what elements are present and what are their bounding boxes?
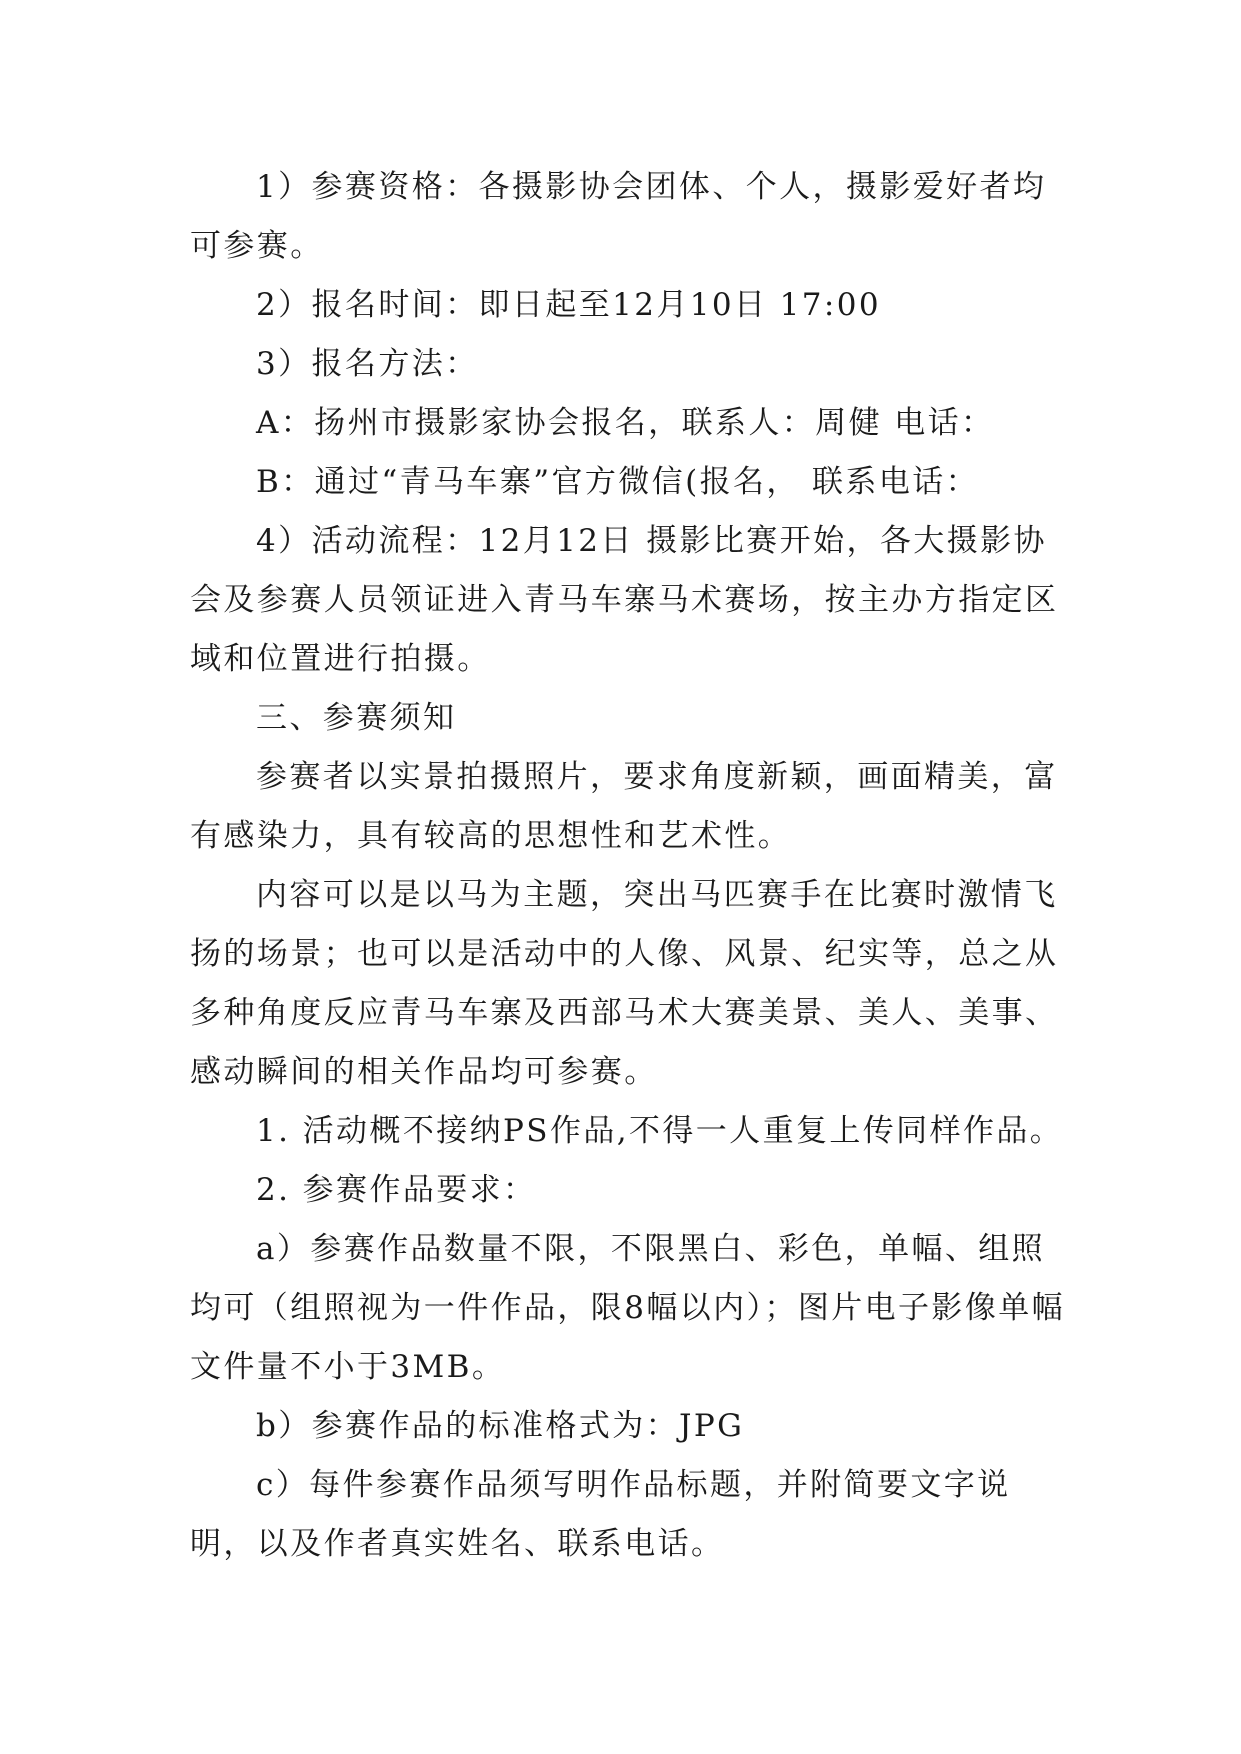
paragraph-rule-2a: a）参赛作品数量不限，不限黑白、彩色，单幅、组照均可（组照视为一件作品，限8幅以内）；图片电子影像单幅文件量不小于3MB。 <box>190 1231 1066 1385</box>
paragraph-rule-2b: b）参赛作品的标准格式为：JPG <box>256 1408 745 1444</box>
paragraph-method-a: A：扬州市摄影家协会报名，联系人：周健 电话： <box>256 405 995 441</box>
paragraph-content-scope: 内容可以是以马为主题，突出马匹赛手在比赛时激情飞扬的场景；也可以是活动中的人像、风景、纪实等，总之从多种角度反应青马车寨及西部马术大赛美景、美人、美事、感动瞬间的相关作品均可参赛。 <box>190 877 1059 1090</box>
paragraph-registration-method: 3）报名方法： <box>256 346 479 382</box>
paragraph-registration-time: 2）报名时间：即日起至12月10日 17:00 <box>256 287 882 323</box>
paragraph-eligibility: 1）参赛资格：各摄影协会团体、个人，摄影爱好者均可参赛。 <box>190 169 1047 264</box>
paragraph-rule-1: 1. 活动概不接纳PS作品,不得一人重复上传同样作品。 <box>256 1113 1064 1149</box>
paragraph-method-b: B：通过“青马车寨”官方微信(报名， 联系电话： <box>256 464 980 500</box>
paragraph-rule-2c: c）每件参赛作品须写明作品标题，并附简要文字说明，以及作者真实姓名、联系电话。 <box>190 1467 1011 1562</box>
document-page <box>190 158 1070 1574</box>
section-heading-notice: 三、参赛须知 <box>256 700 457 736</box>
paragraph-photo-requirements: 参赛者以实景拍摄照片，要求角度新颖，画面精美，富有感染力，具有较高的思想性和艺术性。 <box>190 759 1058 854</box>
paragraph-activity-process: 4）活动流程：12月12日 摄影比赛开始，各大摄影协会及参赛人员领证进入青马车寨马术赛场，按主办方指定区域和位置进行拍摄。 <box>190 523 1059 677</box>
paragraph-rule-2: 2. 参赛作品要求： <box>256 1172 537 1208</box>
